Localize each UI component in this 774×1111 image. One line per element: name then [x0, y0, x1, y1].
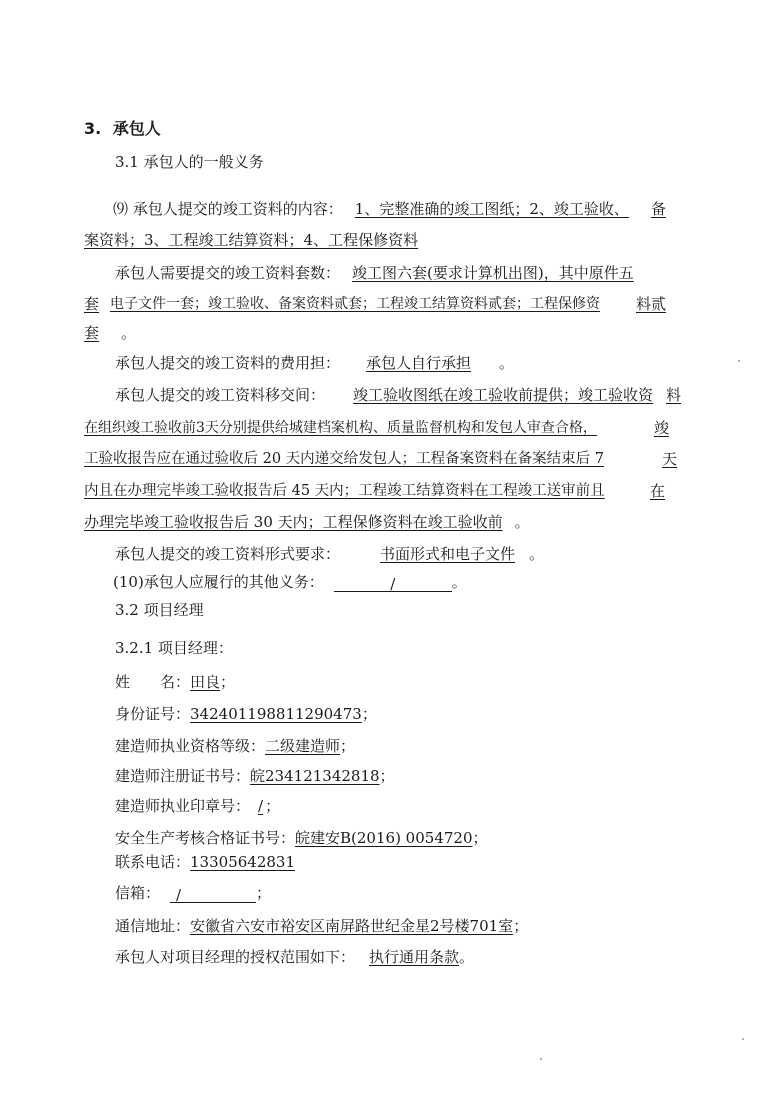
- manager-safety: 皖建安B(2016) 0054720: [295, 829, 473, 847]
- manager-name: 田良: [190, 673, 221, 691]
- sets-label: 承包人需要提交的竣工资料套数：: [115, 264, 341, 282]
- manager-level-row: 建造师执业资格等级：二级建造师；: [115, 737, 356, 755]
- manager-authority-row: 承包人对项目经理的授权范围如下： 执行通用条款。: [115, 948, 475, 966]
- handover-l1: 竣工验收图纸在竣工验收前提供；竣工验收资: [353, 386, 654, 404]
- handover-l4: 内且在办理完毕竣工验收报告后 45 天内；工程竣工结算资料在工程竣工送审前且: [84, 483, 605, 499]
- manager-address-row: 通信地址：安徽省六安市裕安区南屏路世纪金星2号楼701室；: [115, 917, 529, 935]
- manager-level: 二级建造师: [265, 737, 341, 755]
- manager-id-row: 身份证号：342401198811290473；: [115, 705, 377, 723]
- handover-l2: 在组织竣工验收前3天分别提供给城建档案机构、质量监督机构和发包人审查合格，: [84, 420, 597, 436]
- item9-content-end: 备: [651, 200, 667, 218]
- item10-label: (10)承包人应履行的其他义务：: [113, 573, 324, 591]
- sets-line3: 套 。: [84, 324, 137, 342]
- manager-safety-row: 安全生产考核合格证书号：皖建安B(2016) 0054720；: [115, 829, 488, 847]
- scan-speck: [742, 1038, 744, 1040]
- item9-label: ⑼ 承包人提交的竣工资料的内容：: [113, 200, 343, 218]
- manager-reg: 皖234121342818: [250, 767, 380, 785]
- subsection-3-2-heading: 3.2 项目经理: [115, 601, 204, 619]
- manager-address: 安徽省六安市裕安区南屏路世纪金星2号楼701室: [190, 917, 514, 935]
- sets-line2b: 电子文件一套；竣工验收、备案资料贰套；工程竣工结算资料贰套；工程保修资: [110, 296, 600, 312]
- manager-id: 342401198811290473: [190, 705, 362, 723]
- cost-line: 承包人提交的竣工资料的费用担： 承包人自行承担 。: [115, 354, 515, 372]
- handover-line1: [115, 385, 653, 405]
- item9-content: 1、完整准确的竣工图纸；2、竣工验收、: [354, 200, 629, 218]
- cost-value: 承包人自行承担: [366, 354, 472, 372]
- handover-l4-end: 在: [650, 482, 666, 500]
- form-line: 承包人提交的竣工资料形式要求： 书面形式和电子文件 。: [115, 545, 545, 563]
- sets-value: 竣工图六套(要求计算机出图)，其中原件五: [352, 264, 634, 282]
- sets-line2a: 套: [84, 295, 100, 313]
- subsection-3-2-1-heading: 3.2.1 项目经理：: [115, 639, 233, 657]
- form-label: 承包人提交的竣工资料形式要求：: [115, 545, 341, 563]
- scan-speck: [738, 360, 740, 362]
- manager-seal: /: [258, 797, 264, 815]
- handover-l3-end: 天: [662, 450, 678, 468]
- scan-speck: [540, 1058, 542, 1060]
- item9-line2: 案资料；3、工程竣工结算资料；4、工程保修资料: [84, 231, 419, 249]
- sets-line2c: 料贰: [636, 295, 667, 313]
- section-number: 3.: [84, 119, 102, 138]
- item10-value: /: [334, 574, 452, 592]
- manager-authority: 执行通用条款: [369, 948, 460, 966]
- cost-label: 承包人提交的竣工资料的费用担：: [115, 354, 341, 372]
- section-heading: [84, 116, 161, 139]
- handover-l2-end: 竣: [654, 419, 670, 437]
- item10-line: (10)承包人应履行的其他义务： / 。: [113, 573, 467, 593]
- subsection-3-1-heading: 3.1 承包人的一般义务: [115, 153, 264, 171]
- manager-reg-row: 建造师注册证书号：皖234121342818；: [115, 767, 395, 785]
- manager-name-row: 姓 名：田良；: [115, 673, 236, 691]
- manager-email-row: 信箱： / ；: [115, 884, 272, 904]
- form-value: 书面形式和电子文件: [380, 545, 516, 563]
- manager-email: /: [170, 885, 256, 903]
- manager-phone-row: 联系电话：13305642831: [115, 853, 295, 871]
- handover-l3: 工验收报告应在通过验收后 20 天内递交给发包人；工程备案资料在备案结束后 7: [84, 451, 605, 467]
- handover-l5: 办理完毕竣工验收报告后 30 天内；工程保修资料在竣工验收前 。: [84, 513, 530, 531]
- handover-label: 承包人提交的竣工资料移交间：: [115, 386, 326, 404]
- section-title: 承包人: [112, 119, 161, 138]
- manager-phone: 13305642831: [190, 853, 295, 871]
- handover-l1-end: 料: [666, 386, 682, 404]
- sets-line1: [115, 263, 634, 283]
- item9-line1: [113, 199, 629, 219]
- manager-seal-row: 建造师执业印章号： / ；: [115, 797, 281, 815]
